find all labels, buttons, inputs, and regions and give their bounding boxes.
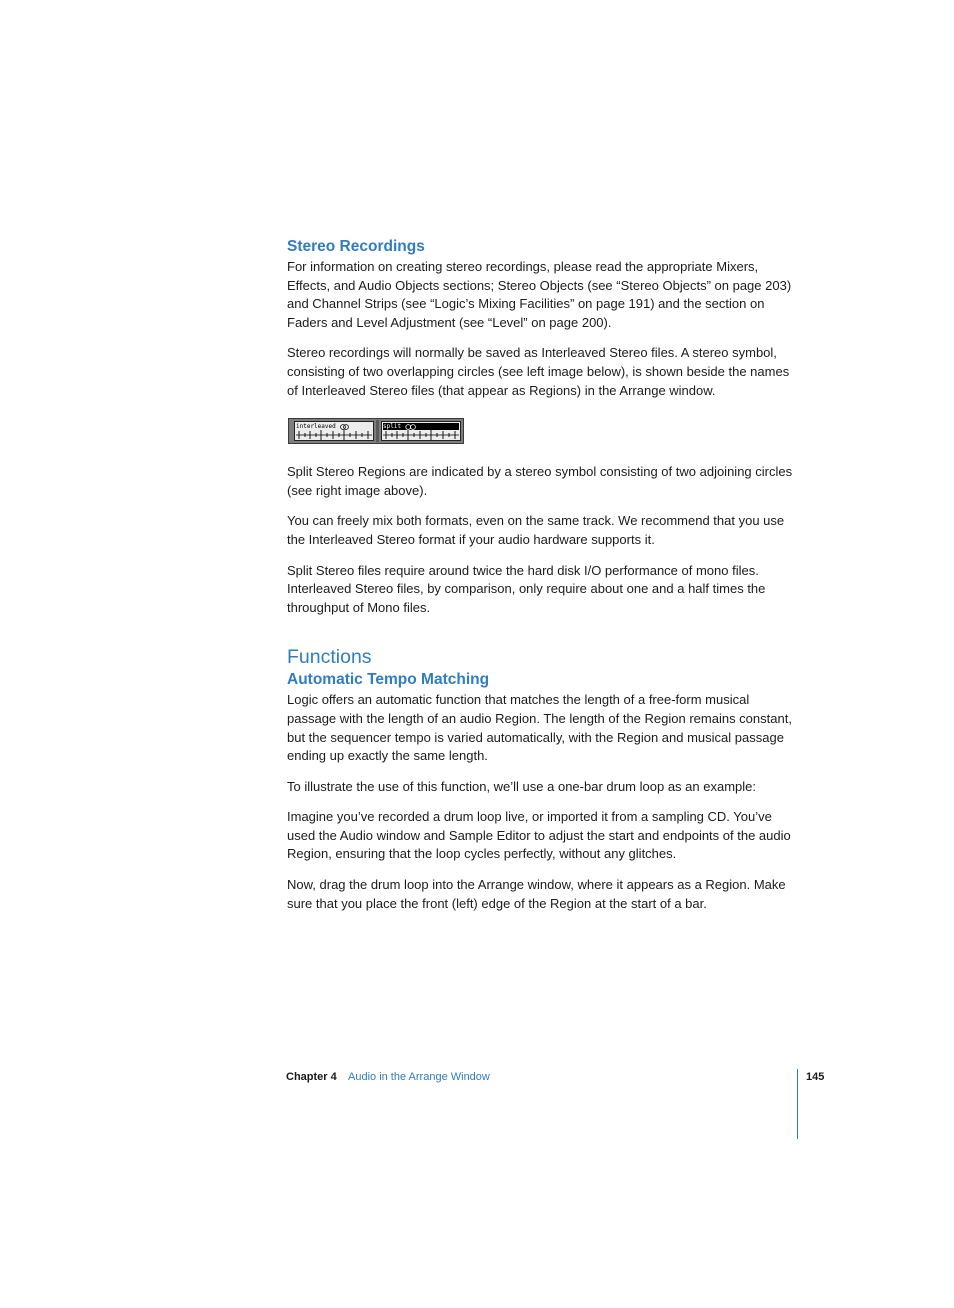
- page-number: 145: [806, 1071, 825, 1083]
- waveform-split: [383, 430, 459, 440]
- stereo-regions-figure: [288, 418, 464, 444]
- heading-functions: Functions: [287, 646, 372, 669]
- overlapping-circles-icon: [339, 424, 351, 430]
- split-stereo-region: [381, 421, 461, 441]
- footer-chapter-label: Chapter 4: [286, 1071, 337, 1083]
- paragraph-imagine-recorded: Imagine you’ve recorded a drum loop live, or imported it from a sampling CD. You’ve used the Audio window and Sample Editor to adjust the start and endpoints of the audio Region, ensuring that the loop cycles perfectly, without any glitches.: [287, 809, 791, 862]
- paragraph-drum-loop-example: To illustrate the use of this function, we’ll use a one-bar drum loop as an example:: [287, 778, 756, 794]
- paragraph-split-stereo: Split Stereo Regions are indicated by a stereo symbol consisting of two adjoining circles (see right image above).: [287, 464, 793, 498]
- paragraph-stereo-intro: For information on creating stereo recordings, please read the appropriate Mixers, Effects, and Audio Objects sections; Stereo Objects (see “Stereo Objects” on page 203) and Channel Strips (see “Logic’s Mixing Facilities” on page 191) and the section on Faders and Level Adjustment (see “Level” on page 200).: [287, 259, 792, 330]
- section-heading-automatic-tempo-matching: Automatic Tempo Matching: [287, 671, 490, 689]
- section-heading-stereo-recordings: Stereo Recordings: [287, 238, 425, 255]
- interleaved-stereo-region: [294, 421, 374, 441]
- paragraph-drag-drum-loop: Now, drag the drum loop into the Arrange window, where it appears as a Region. Make sure that you place the front (left) edge of the Region at the start of a bar.: [287, 877, 786, 911]
- paragraph-interleaved-stereo: Stereo recordings will normally be saved as Interleaved Stereo files. A stereo symbol, consisting of two overlapping circles (see left image below), is shown beside the names of Interleaved Stereo files (that appear as Regions) in the Arrange window.: [287, 345, 790, 398]
- region-name-interleaved: interleaved: [296, 423, 336, 430]
- adjoining-circles-icon: [405, 424, 417, 430]
- footer-divider: [797, 1069, 798, 1139]
- paragraph-tempo-intro: Logic offers an automatic function that matches the length of a free-form musical passage with the length of an audio Region. The length of the Region remains constant, but the sequencer tempo is varied automatically, with the Region and musical passage ending up exactly the same length.: [287, 692, 792, 764]
- page-content: [287, 236, 799, 913]
- waveform-interleaved: [296, 430, 372, 440]
- region-name-split: split: [383, 423, 402, 430]
- footer-chapter-title: Audio in the Arrange Window: [348, 1071, 490, 1083]
- paragraph-mix-formats: You can freely mix both formats, even on the same track. We recommend that you use the Interleaved Stereo format if your audio hardware supports it.: [287, 513, 785, 547]
- paragraph-split-performance: Split Stereo files require around twice the hard disk I/O performance of mono files. Interleaved Stereo files, by comparison, only require about one and a half times the throughput of Mono files.: [287, 562, 766, 615]
